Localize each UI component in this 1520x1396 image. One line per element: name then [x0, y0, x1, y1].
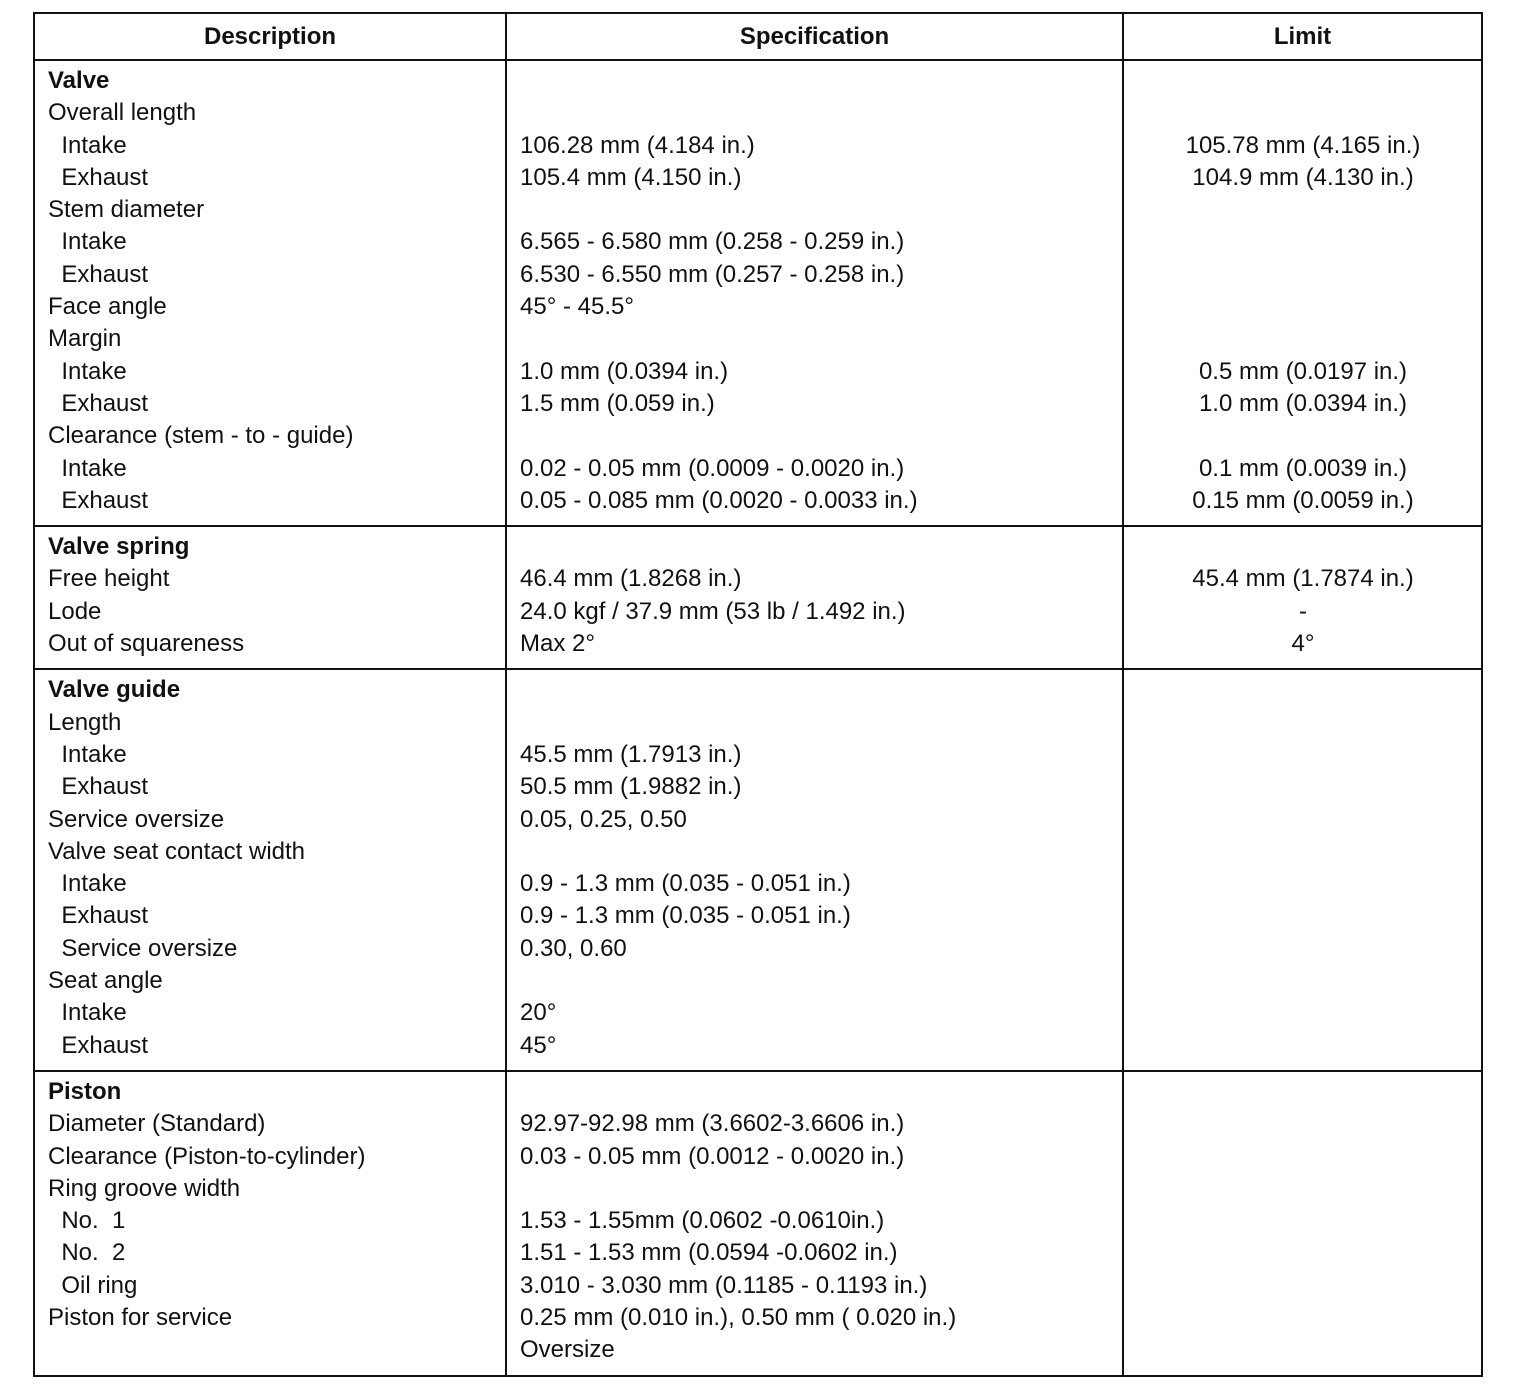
table-line [1137, 65, 1469, 97]
table-line [520, 1173, 1110, 1205]
table-line [1137, 323, 1469, 355]
section-heading: Valve [48, 67, 110, 94]
table-line: Valve seat contact width [48, 837, 306, 865]
table-line: Margin [48, 325, 122, 353]
section-heading: Valve spring [48, 533, 190, 561]
table-line [1137, 1141, 1469, 1173]
description-cell [34, 526, 506, 669]
table-line: 1.51 - 1.53 mm (0.0594 -0.0602 in.) [520, 1239, 898, 1267]
table-line: 46.4 mm (1.8268 in.) [520, 565, 742, 593]
table-line: - [1299, 597, 1307, 625]
table-line: 24.0 kgf / 37.9 mm (53 lb / 1.492 in.) [520, 597, 906, 625]
spec-table [33, 12, 1483, 1377]
header-row [34, 13, 1482, 60]
table-line [520, 194, 1110, 226]
table-line [520, 707, 1110, 739]
specification-cell [506, 669, 1123, 1071]
table-line [1137, 259, 1469, 291]
table-line: 0.5 mm (0.0197 in.) [1198, 357, 1408, 385]
table-line [1137, 291, 1469, 323]
table-line: 6.530 - 6.550 mm (0.257 - 0.258 in.) [520, 260, 905, 288]
table-line: 106.28 mm (4.184 in.) [520, 131, 755, 159]
table-line: 4° [1291, 630, 1315, 658]
table-line: Oil ring [48, 1271, 138, 1299]
table-line [1137, 933, 1469, 965]
limit-cell [1123, 526, 1482, 669]
table-line: 105.78 mm (4.165 in.) [1185, 131, 1421, 159]
table-line: 0.25 mm (0.010 in.), 0.50 mm ( 0.020 in.) [520, 1303, 957, 1331]
table-line: Overall length [48, 99, 197, 127]
table-line: 105.4 mm (4.150 in.) [520, 163, 742, 191]
table-line: Clearance (Piston-to-cylinder) [48, 1142, 366, 1170]
table-line [520, 97, 1110, 129]
table-line: 0.05, 0.25, 0.50 [520, 805, 687, 833]
table-line [1137, 771, 1469, 803]
table-line [1137, 194, 1469, 226]
limit-cell [1123, 1071, 1482, 1376]
table-line: Lode [48, 597, 102, 625]
table-line [520, 965, 1110, 997]
table-line [520, 674, 1110, 706]
header-limit: Limit [1123, 13, 1482, 60]
table-line [1137, 226, 1469, 258]
table-line [1137, 420, 1469, 452]
table-line: Intake [48, 999, 127, 1027]
table-line: Ring groove width [48, 1174, 241, 1202]
table-line: Out of squareness [48, 630, 245, 658]
table-line [1137, 739, 1469, 771]
table-line [48, 1334, 493, 1366]
table-line: Face angle [48, 293, 167, 321]
table-line: Service oversize [48, 934, 238, 962]
table-line [1137, 1108, 1469, 1140]
table-line [1137, 1237, 1469, 1269]
limit-cell [1123, 669, 1482, 1071]
table-line: Diameter (Standard) [48, 1110, 266, 1138]
table-line: 0.9 - 1.3 mm (0.035 - 0.051 in.) [520, 870, 851, 898]
table-line: 6.565 - 6.580 mm (0.258 - 0.259 in.) [520, 228, 905, 256]
table-line: 1.0 mm (0.0394 in.) [1198, 389, 1408, 417]
description-cell [34, 60, 506, 526]
table-body [34, 60, 1482, 1376]
table-line: Intake [48, 870, 127, 898]
specification-cell [506, 60, 1123, 526]
table-line: Intake [48, 228, 127, 256]
table-line: Exhaust [48, 163, 149, 191]
table-line [520, 836, 1110, 868]
table-line: Intake [48, 357, 127, 385]
table-line: Intake [48, 454, 127, 482]
table-line: 45° - 45.5° [520, 293, 634, 321]
table-line: Oversize [520, 1336, 615, 1364]
table-line [1137, 804, 1469, 836]
table-line: Exhaust [48, 902, 149, 930]
table-line: 50.5 mm (1.9882 in.) [520, 773, 742, 801]
table-line: 0.05 - 0.085 mm (0.0020 - 0.0033 in.) [520, 486, 918, 514]
table-line [1137, 531, 1469, 563]
header-specification: Specification [506, 13, 1123, 60]
header-description: Description [34, 13, 506, 60]
table-line [1137, 1076, 1469, 1108]
section-heading: Piston [48, 1077, 122, 1105]
table-line [1137, 707, 1469, 739]
table-line: 45° [520, 1031, 557, 1059]
table-line: Exhaust [48, 260, 149, 288]
table-line: Clearance (stem - to - guide) [48, 422, 354, 450]
table-line [1137, 1334, 1469, 1366]
table-line [520, 420, 1110, 452]
spec-table-container [33, 12, 1481, 1377]
table-line [520, 531, 1110, 563]
table-section-row [34, 60, 1482, 526]
table-line [1137, 868, 1469, 900]
table-line [1137, 1205, 1469, 1237]
table-line: Exhaust [48, 1031, 149, 1059]
table-line: Service oversize [48, 805, 225, 833]
table-line: 0.1 mm (0.0039 in.) [1198, 454, 1408, 482]
table-line: 0.15 mm (0.0059 in.) [1192, 486, 1414, 514]
table-line [1137, 1302, 1469, 1334]
table-line: Free height [48, 565, 170, 593]
table-line [1137, 97, 1469, 129]
table-line [520, 1076, 1110, 1108]
table-line: Max 2° [520, 630, 595, 658]
table-line [1137, 965, 1469, 997]
table-line: Piston for service [48, 1303, 233, 1331]
table-line: 1.0 mm (0.0394 in.) [520, 357, 729, 385]
table-line: Intake [48, 131, 127, 159]
table-line: 0.30, 0.60 [520, 934, 627, 962]
table-line [1137, 836, 1469, 868]
table-line: 20° [520, 999, 557, 1027]
description-cell [34, 669, 506, 1071]
table-line [1137, 1030, 1469, 1062]
table-section-row [34, 669, 1482, 1071]
limit-cell [1123, 60, 1482, 526]
section-heading: Valve guide [48, 676, 181, 704]
table-line [1137, 1173, 1469, 1205]
table-line: 0.9 - 1.3 mm (0.035 - 0.051 in.) [520, 902, 851, 930]
table-line: Intake [48, 740, 127, 768]
table-line [1137, 674, 1469, 706]
table-line: 45.5 mm (1.7913 in.) [520, 740, 742, 768]
table-line: 45.4 mm (1.7874 in.) [1192, 565, 1414, 593]
description-cell [34, 1071, 506, 1376]
table-line: 104.9 mm (4.130 in.) [1192, 163, 1414, 191]
table-line: No. 1 [48, 1207, 126, 1235]
table-section-row [34, 1071, 1482, 1376]
table-line: 3.010 - 3.030 mm (0.1185 - 0.1193 in.) [520, 1271, 928, 1299]
table-line [1137, 900, 1469, 932]
table-line: Seat angle [48, 967, 163, 995]
table-line [1137, 1270, 1469, 1302]
table-section-row [34, 526, 1482, 669]
table-line: 92.97-92.98 mm (3.6602-3.6606 in.) [520, 1110, 905, 1138]
table-line: 1.53 - 1.55mm (0.0602 -0.0610in.) [520, 1207, 885, 1235]
table-line: 0.03 - 0.05 mm (0.0012 - 0.0020 in.) [520, 1142, 905, 1170]
table-line: 1.5 mm (0.059 in.) [520, 389, 715, 417]
table-line: Length [48, 708, 122, 736]
table-line: No. 2 [48, 1239, 126, 1267]
table-line [1137, 997, 1469, 1029]
table-line: Exhaust [48, 486, 149, 514]
table-line: Stem diameter [48, 196, 205, 224]
specification-cell [506, 526, 1123, 669]
table-line: Exhaust [48, 773, 149, 801]
table-line: 0.02 - 0.05 mm (0.0009 - 0.0020 in.) [520, 454, 905, 482]
specification-cell [506, 1071, 1123, 1376]
table-line [520, 65, 1110, 97]
table-line [520, 323, 1110, 355]
table-line: Exhaust [48, 389, 149, 417]
